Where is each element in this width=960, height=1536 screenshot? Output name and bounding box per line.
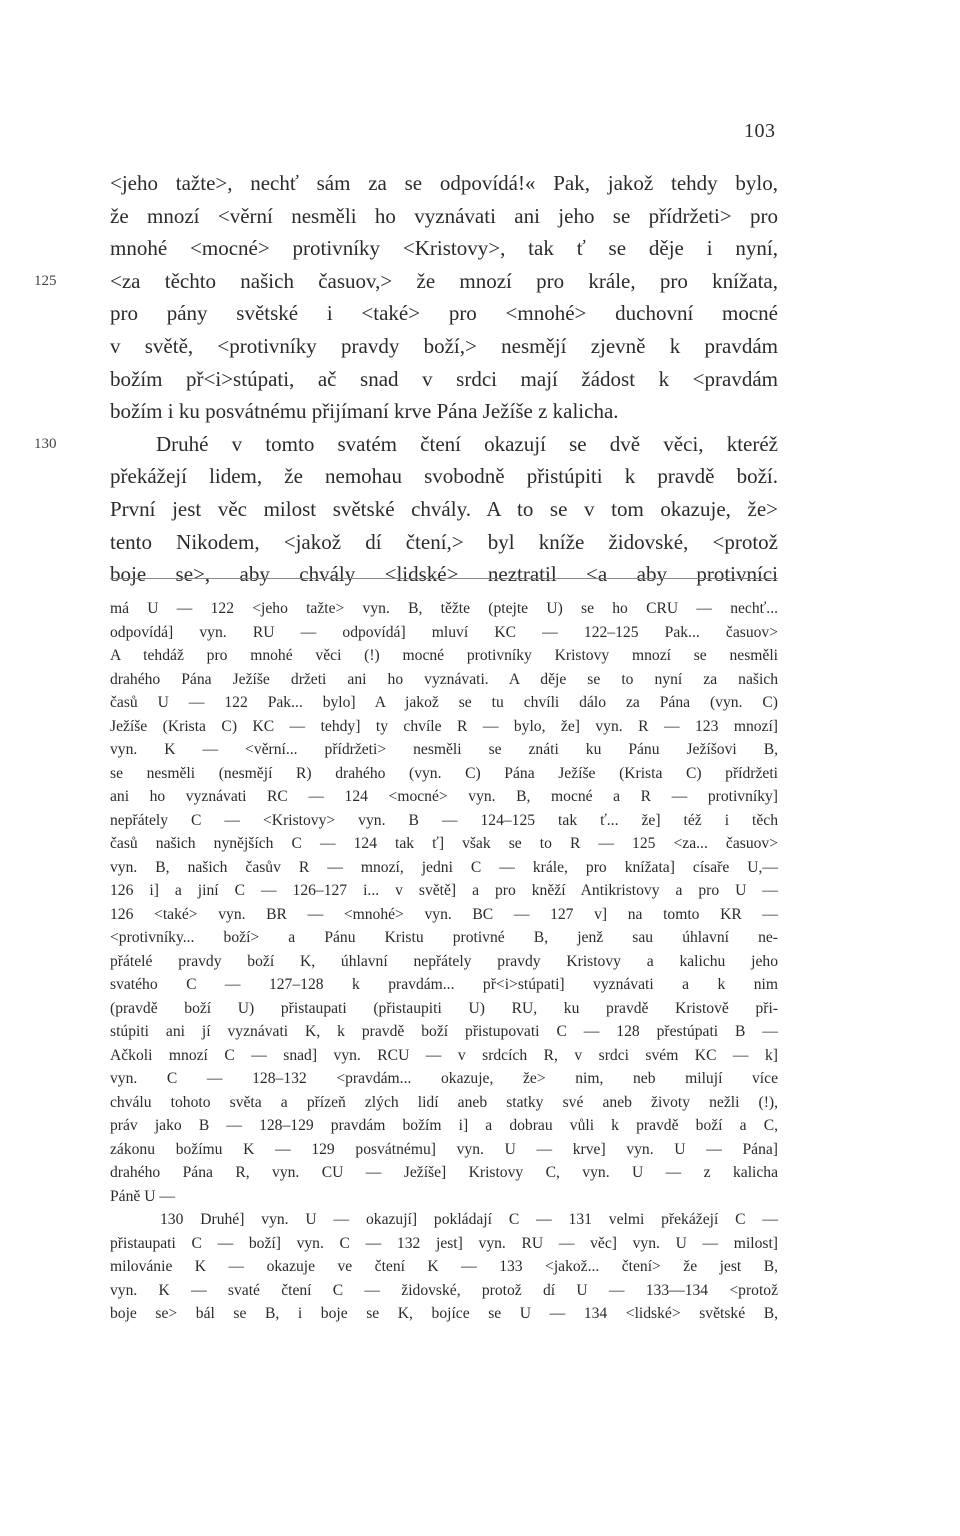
apparatus-line: drahého Pána Ježíše držeti ani ho vyznávati. A děje se to nyní za našich	[110, 670, 778, 688]
apparatus-line: milovánie K — okazuje ve čtení K — 133 <jakož... čtení> že jest B,	[110, 1258, 778, 1275]
line-text: boje se>, aby chvály <lidské> neztratil <a aby protivníci	[110, 562, 778, 587]
text-line	[110, 363, 778, 396]
line-number: 130	[34, 435, 57, 452]
line-text: První jest věc milost světské chvály. A to se v tom okazuje, že>	[110, 496, 778, 521]
line-text: pro pány světské i <také> pro <mnohé> duchovní mocné	[110, 301, 778, 326]
text-line	[110, 526, 778, 559]
apparatus-line: časů našich nynějších C — 124 tak ť] však se to R — 125 <za... časuov>	[110, 835, 778, 852]
line-text: <jeho tažte>, nechť sám za se odpovídá!« Pak, jakož tehdy bylo,	[110, 171, 778, 195]
line-text: že mnozí <věrní nesměli ho vyznávati ani jeho se přídržeti> pro	[110, 203, 778, 228]
apparatus-line: nepřátely C — <Kristovy> vyn. B — 124–125 tak ť... že] též i těch	[110, 811, 778, 829]
apparatus-line: vyn. C — 128–132 <pravdám... okazuje, že> nim, neb milují více	[110, 1070, 778, 1087]
line-text: překážejí lidem, že nemohau svobodně přistúpiti k pravdě boží.	[110, 464, 778, 489]
text-line	[34, 265, 778, 298]
text-line	[34, 428, 778, 461]
apparatus-line: svatého C — 127–128 k pravdám... př<i>stúpati] vyznávati a k nim	[110, 976, 778, 993]
apparatus-line: (pravdě boží U) přistaupati (přistaupiti U) RU, ku pravdě Kristově při-	[110, 999, 778, 1017]
text-line	[110, 330, 778, 363]
apparatus-line: práv jako B — 128–129 pravdám božím i] a dobrau vůli k pravdě boží a C,	[110, 1117, 778, 1134]
line-text: božím př<i>stúpati, ač snad v srdci mají žádost k <pravdám	[110, 366, 778, 391]
apparatus-line: chválu tohoto světa a přízeň zlých lidí aneb statky své aneb životy nežli (!),	[110, 1093, 778, 1111]
apparatus-line: Páně U —	[110, 1187, 175, 1205]
apparatus-line: ani ho vyznávati RC — 124 <mocné> vyn. B, mocné a R — protivníky]	[110, 788, 778, 805]
apparatus-line: má U — 122 <jeho tažte> vyn. B, těžte (ptejte U) se ho CRU — nechť...	[110, 600, 778, 617]
apparatus-line: drahého Pána R, vyn. CU — Ježíše] Kristovy C, vyn. U — z kalicha	[110, 1164, 778, 1181]
text-line	[110, 232, 778, 265]
line-text: tento Nikodem, <jakož dí čtení,> byl kníže židovské, <protož	[110, 529, 778, 554]
apparatus-line: přátelé pravdy boží K, úhlavní nepřátely pravdy Kristovy a kalichu jeho	[110, 952, 778, 970]
text-line	[110, 558, 778, 591]
critical-apparatus	[110, 597, 778, 1326]
apparatus-line: odpovídá] vyn. RU — odpovídá] mluví KC — 122–125 Pak... časuov>	[110, 623, 778, 641]
line-text: v světě, <protivníky pravdy boží,> nesmějí zjevně k pravdám	[110, 333, 778, 358]
apparatus-line: 130 Druhé] vyn. U — okazují] pokládají C — 131 velmi překážejí C —	[160, 1211, 778, 1228]
line-text: božím i ku posvátnému přijímaní krve Pána Ježíše z kalicha.	[110, 399, 619, 424]
text-line	[110, 395, 778, 428]
text-line	[110, 200, 778, 233]
apparatus-line: Ježíše (Krista C) KC — tehdy] ty chvíle R — bylo, že] vyn. R — 123 mnozí]	[110, 717, 778, 735]
main-text	[34, 167, 778, 591]
apparatus-line: přistaupati C — boží] vyn. C — 132 jest] vyn. RU — věc] vyn. U — milost]	[110, 1234, 778, 1252]
text-line	[110, 167, 778, 200]
apparatus-line: stúpiti ani jí vyznávati K, k pravdě boží přistupovati C — 128 přestúpati B —	[110, 1023, 778, 1040]
apparatus-line: časů U — 122 Pak... bylo] A jakož se tu chvíli dálo za Pána (vyn. C)	[110, 694, 778, 711]
line-number: 125	[34, 272, 57, 289]
apparatus-line: Ačkoli mnozí C — snad] vyn. RCU — v srdcích R, v srdci svém KC — k]	[110, 1046, 778, 1064]
text-line	[110, 297, 778, 330]
apparatus-line: A tehdáž pro mnohé věci (!) mocné protivníky Kristovy mnozí se nesměli	[110, 647, 778, 664]
line-text: <za těchto našich časuov,> že mnozí pro krále, pro knížata,	[110, 268, 778, 293]
line-text: Druhé v tomto svatém čtení okazují se dvě věci, kteréž	[156, 431, 778, 456]
apparatus-line: zákonu božímu K — 129 posvátnému] vyn. U — krve] vyn. U — Pána]	[110, 1140, 778, 1158]
page-number: 103	[744, 120, 776, 142]
apparatus-line: boje se> bál se B, i boje se K, bojíce se U — 134 <lidské> světské B,	[110, 1305, 778, 1322]
apparatus-line: vyn. B, našich časův R — mnozí, jedni C — krále, pro knížata] císaře U,—	[110, 858, 778, 876]
text-line	[110, 493, 778, 526]
apparatus-line: 126 <také> vyn. BR — <mnohé> vyn. BC — 127 v] na tomto KR —	[110, 905, 778, 923]
footnote-divider	[110, 578, 778, 579]
apparatus-line: <protivníky... boží> a Pánu Kristu protivné B, jenž sau úhlavní ne-	[110, 929, 778, 946]
apparatus-line: se nesměli (nesmějí R) drahého (vyn. C) Pána Ježíše (Krista C) přídržeti	[110, 764, 778, 782]
apparatus-line: 126 i] a jiní C — 126–127 i... v světě] a pro kněží Antikristovy a pro U —	[110, 882, 778, 899]
line-text: mnohé <mocné> protivníky <Kristovy>, tak ť se děje i nyní,	[110, 236, 778, 261]
apparatus-line: vyn. K — <věrní... přídržeti> nesměli se znáti ku Pánu Ježíšovi B,	[110, 741, 778, 758]
apparatus-line: vyn. K — svaté čtení C — židovské, protož dí U — 133—134 <protož	[110, 1281, 778, 1299]
text-line	[110, 460, 778, 493]
